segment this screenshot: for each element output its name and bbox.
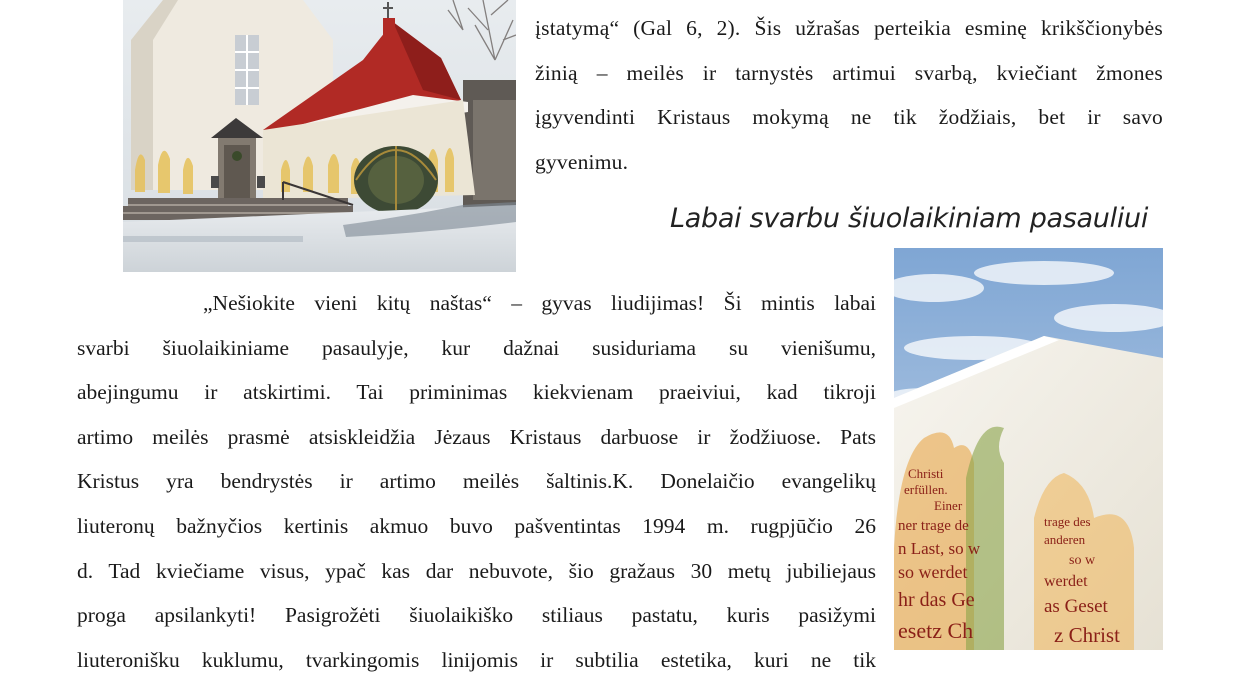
wall-inscription-text: Christi: [908, 466, 944, 481]
top-paragraph-line: įgyvendinti Kristaus mokymą ne tik žodžiais, bet ir savo: [535, 105, 1163, 129]
body-paragraph-line: abejingumu ir atskirtimi. Tai priminimas kiekvienam praeiviui, kad tikroji: [77, 380, 876, 405]
wall-inscription-text: anderen: [1044, 532, 1086, 547]
wall-inscription-text: n Last, so w: [898, 539, 981, 558]
wall-inscription-text: erfüllen.: [904, 482, 948, 497]
wall-inscription-text: ner trage de: [898, 518, 969, 534]
wall-inscription-text: werdet: [1044, 573, 1088, 590]
wall-inscription-text: as Geset: [1044, 596, 1108, 617]
body-paragraph-line: Kristus yra bendrystės ir artimo meilės šaltinis.K. Donelaičio evangelikų: [77, 469, 876, 494]
body-paragraph-line: d. Tad kviečiame visus, ypač kas dar nebuvote, šio gražaus 30 metų jubiliejaus: [77, 558, 876, 583]
church-photo: [123, 0, 516, 272]
wall-inscription-text: trage des: [1044, 514, 1091, 529]
wall-inscription-text: hr das Ge: [898, 589, 975, 611]
wall-inscription-text: esetz Ch: [898, 618, 974, 643]
body-paragraph: [77, 281, 876, 682]
wall-inscription-text: so werdet: [898, 562, 968, 582]
top-paragraph-line: gyvenimu.: [535, 149, 629, 174]
body-paragraph-line: artimo meilės prasmė atsiskleidžia Jėzaus Kristaus darbuose ir žodžiuose. Pats: [77, 424, 876, 449]
body-paragraph-line: liuteronų bažnyčios kertinis akmuo buvo pašventintas 1994 m. rugpjūčio 26: [77, 513, 876, 538]
body-paragraph-line: „Nešiokite vieni kitų naštas“ – gyvas liudijimas! Ši mintis labai: [203, 291, 876, 315]
wall-inscription-text: z Christ: [1054, 623, 1120, 647]
wall-inscription-text: so w: [1069, 553, 1096, 568]
body-paragraph-line: liuteronišku kuklumu, tvarkingomis linijomis ir subtilia estetika, kuri ne tik: [77, 647, 876, 672]
body-paragraph-line: svarbi šiuolaikiniame pasaulyje, kur dažnai susiduriama su vienišumu,: [77, 335, 876, 360]
top-paragraph-line: įstatymą“ (Gal 6, 2). Šis užrašas perteikia esminę krikščionybės: [535, 16, 1163, 40]
wall-inscription-text: Einer: [934, 498, 963, 513]
section-subheading: Labai svarbu šiuolaikiniam pasauliui: [670, 203, 1149, 234]
wall-inscription-photo: [894, 248, 1163, 650]
top-paragraph: [535, 6, 1163, 184]
body-paragraph-line: proga apsilankyti! Pasigrožėti šiuolaikiško stiliaus pastatu, kuris pasižymi: [77, 603, 876, 628]
top-paragraph-line: žinią – meilės ir tarnystės artimui svarbą, kviečiant žmones: [535, 60, 1163, 85]
